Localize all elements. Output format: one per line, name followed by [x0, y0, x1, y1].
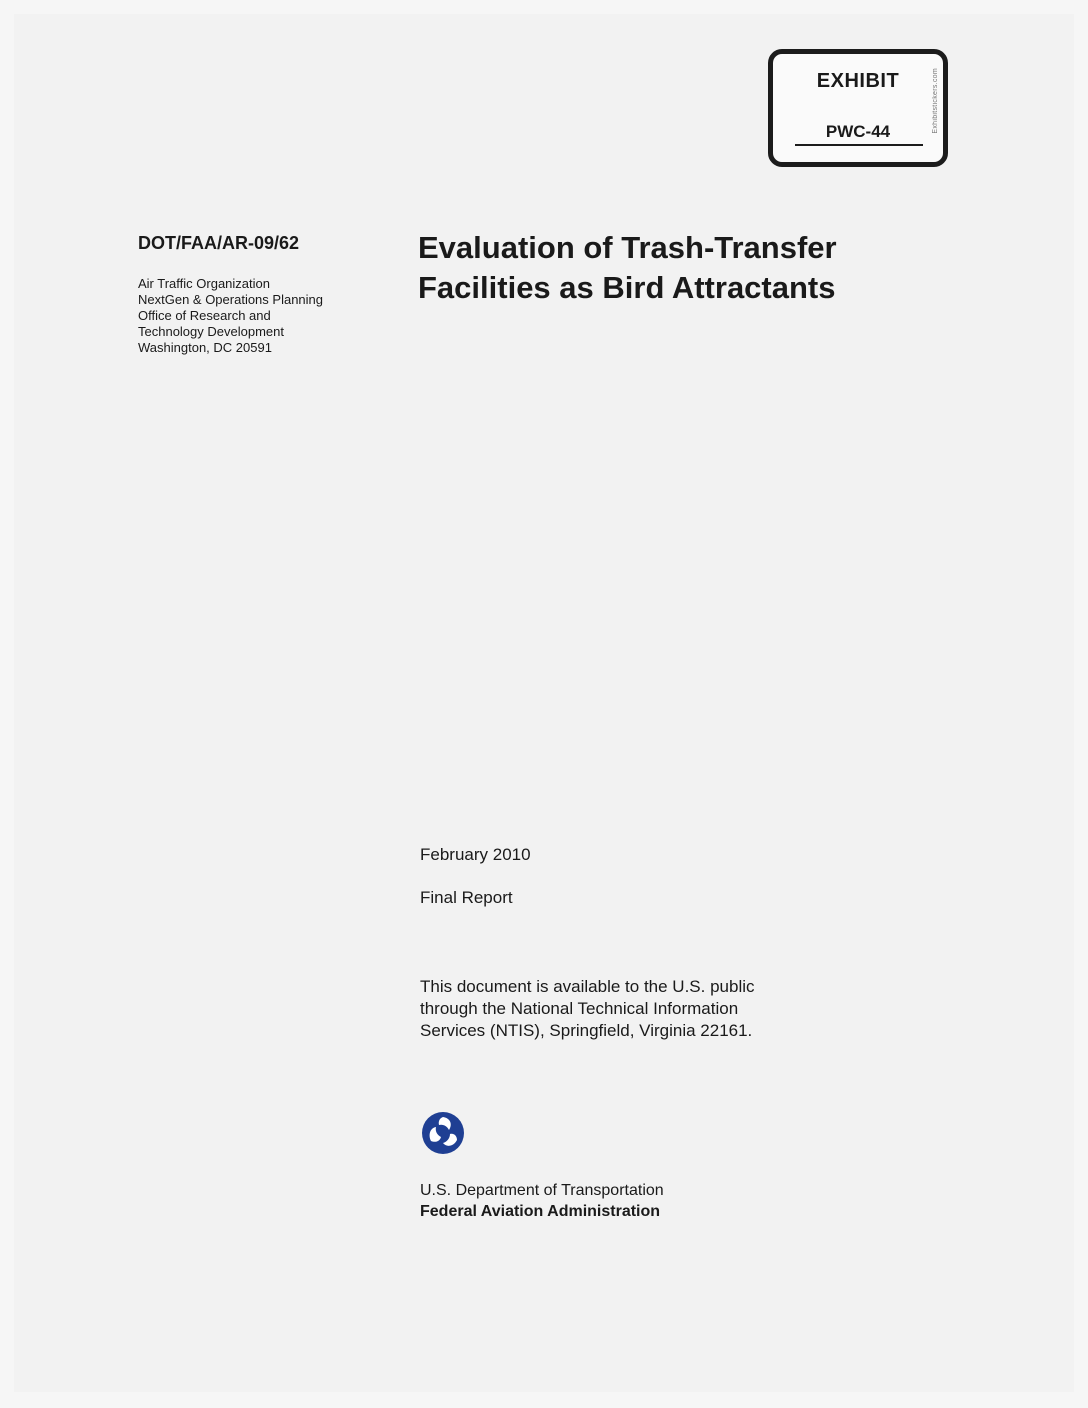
organization-line: Air Traffic Organization — [138, 276, 270, 291]
exhibit-vendor-mark: Exhibitstickers.com — [932, 68, 939, 134]
organization-line: Office of Research and — [138, 308, 271, 323]
exhibit-id: PWC-44 — [825, 122, 891, 141]
organization-line: NextGen & Operations Planning — [138, 292, 323, 307]
dot-triskelion-icon — [421, 1111, 465, 1155]
organization-address — [138, 276, 378, 356]
title-line: Evaluation of Trash-Transfer — [418, 230, 837, 265]
availability-line: Services (NTIS), Springfield, Virginia 22161. — [420, 1021, 753, 1040]
availability-statement — [420, 976, 840, 1042]
report-number: DOT/FAA/AR-09/62 — [138, 233, 300, 253]
report-title — [418, 228, 978, 308]
report-date: February 2010 — [420, 845, 531, 864]
organization-line: Washington, DC 20591 — [138, 340, 272, 355]
exhibit-stamp — [768, 49, 948, 167]
report-type: Final Report — [420, 888, 513, 907]
title-line: Facilities as Bird Attractants — [418, 270, 836, 305]
agency-block — [420, 1180, 664, 1222]
department-name: U.S. Department of Transportation — [420, 1182, 664, 1199]
availability-line: through the National Technical Information — [420, 999, 739, 1018]
exhibit-underline — [795, 144, 923, 146]
organization-line: Technology Development — [138, 324, 284, 339]
availability-line: This document is available to the U.S. public — [420, 977, 755, 996]
administration-name: Federal Aviation Administration — [420, 1203, 661, 1220]
exhibit-title: EXHIBIT — [816, 70, 900, 92]
